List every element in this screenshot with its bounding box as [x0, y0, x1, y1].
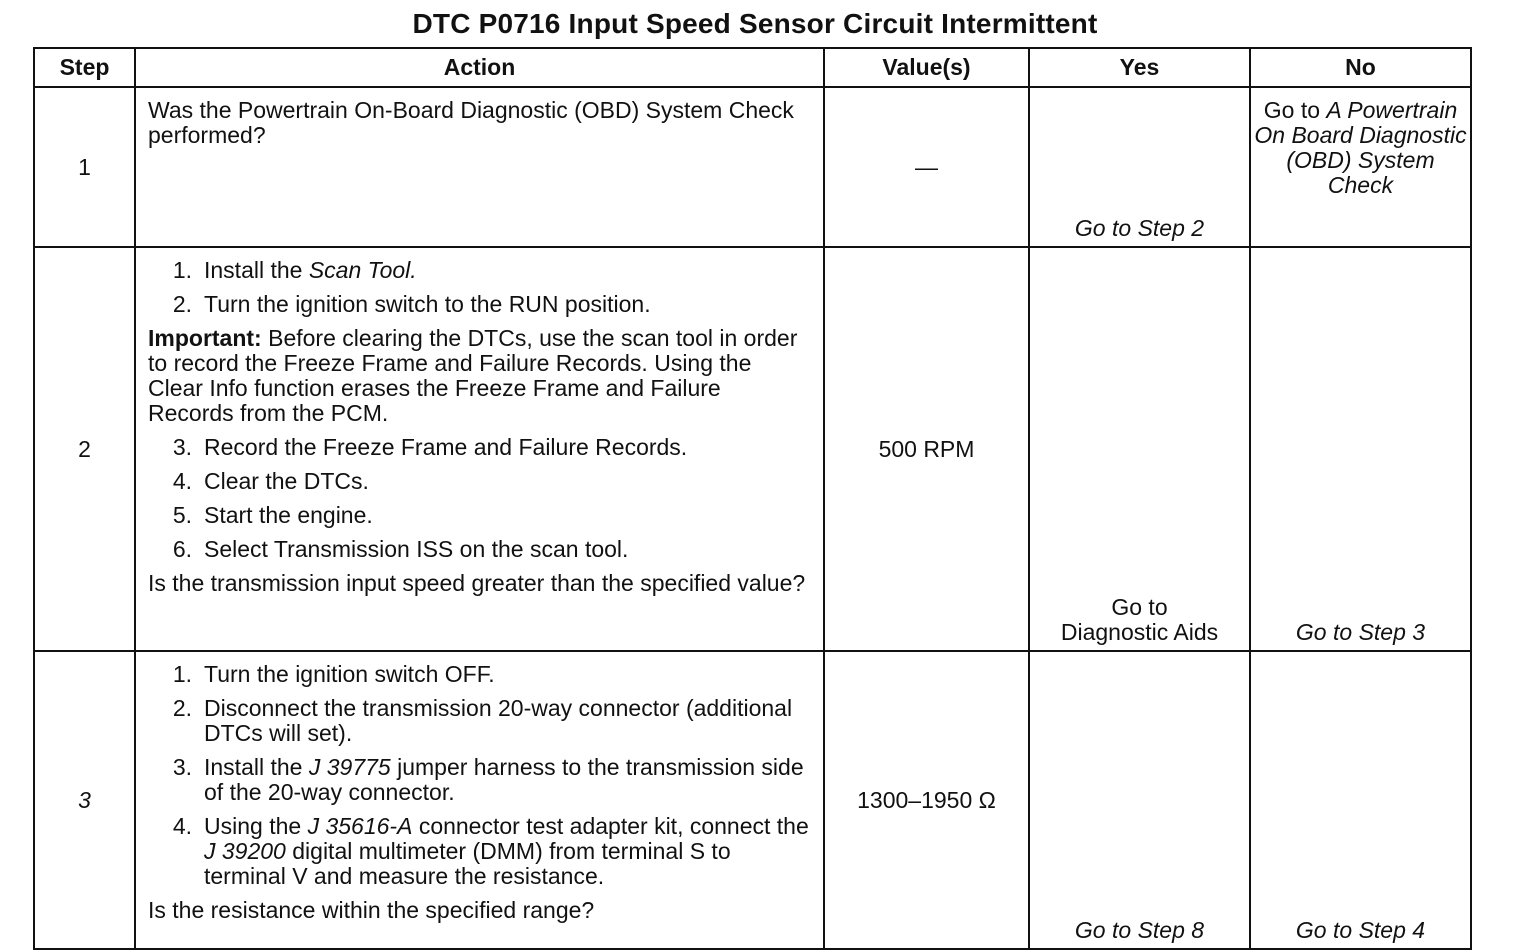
question-text: Is the resistance within the specified range?	[148, 897, 595, 923]
no-prefix: Go to	[1263, 97, 1321, 123]
list-item: 3. Record the Freeze Frame and Failure Records.	[172, 434, 688, 460]
yes-cell	[1029, 651, 1250, 949]
header-no: No	[1250, 48, 1471, 87]
important-note	[148, 326, 809, 426]
page-title: DTC P0716 Input Speed Sensor Circuit Intermittent	[412, 8, 1098, 39]
action-steps-list	[148, 662, 809, 889]
action-cell	[135, 651, 824, 949]
header-step: Step	[34, 48, 135, 87]
table-row	[34, 87, 1471, 247]
diagnostic-table	[33, 47, 1472, 950]
step-number: 1	[34, 87, 135, 247]
header-yes: Yes	[1029, 48, 1250, 87]
step-number: 3	[34, 651, 135, 949]
action-cell	[135, 87, 824, 247]
tool-name: J 35616-A	[307, 813, 413, 839]
table-row	[34, 247, 1471, 651]
value-cell: 1300–1950 Ω	[824, 651, 1029, 949]
value-cell: 500 RPM	[824, 247, 1029, 651]
header-action: Action	[135, 48, 824, 87]
action-cell	[135, 247, 824, 651]
yes-link[interactable]: Diagnostic Aids	[1060, 619, 1219, 645]
list-item: 6. Select Transmission ISS on the scan tool.	[172, 536, 629, 562]
value-cell: —	[824, 87, 1029, 247]
no-cell	[1250, 247, 1471, 651]
yes-cell	[1029, 247, 1250, 651]
yes-link[interactable]: Go to Step 8	[1074, 917, 1205, 943]
list-item: 4. Using the J 35616-A connector test adapter kit, connect the J 39200 digital multimeter (DMM) from terminal S to terminal V and measure the resistance.	[172, 813, 809, 889]
list-item: 4. Clear the DTCs.	[172, 468, 369, 494]
table-header-row	[34, 48, 1471, 87]
no-link[interactable]: Go to Step 3	[1295, 619, 1426, 645]
yes-link[interactable]: Go to Step 2	[1074, 215, 1205, 241]
yes-cell	[1029, 87, 1250, 247]
action-steps-list	[148, 435, 809, 562]
question-text: Was the Powertrain On-Board Diagnostic (OBD) System Check performed?	[148, 97, 794, 148]
step-number: 2	[34, 247, 135, 651]
yes-prefix: Go to	[1111, 594, 1168, 620]
table-row	[34, 651, 1471, 949]
list-item: 2. Disconnect the transmission 20-way connector (additional DTCs will set).	[172, 695, 793, 746]
tool-name: Scan Tool.	[308, 257, 417, 283]
action-steps-list	[148, 258, 809, 317]
tool-name: J 39200	[204, 838, 286, 864]
header-values: Value(s)	[824, 48, 1029, 87]
tool-name: J 39775	[308, 754, 391, 780]
no-cell	[1250, 87, 1471, 247]
list-item: 2. Turn the ignition switch to the RUN position.	[172, 291, 651, 317]
question-text: Is the transmission input speed greater than the specified value?	[148, 570, 806, 596]
no-link[interactable]: A Powertrain On Board Diagnostic (OBD) System Check	[1254, 97, 1467, 198]
list-item: 5. Start the engine.	[172, 502, 373, 528]
important-text: Before clearing the DTCs, use the scan tool in order to record the Freeze Frame and Failure Records. Using the Clear Info function erases the Freeze Frame and Failure Records from the PCM.	[148, 325, 798, 426]
list-item: 3. Install the J 39775 jumper harness to the transmission side of the 20-way connector.	[172, 754, 804, 805]
important-label: Important:	[148, 325, 262, 351]
no-cell	[1250, 651, 1471, 949]
no-link[interactable]: Go to Step 4	[1295, 917, 1426, 943]
list-item: 1. Install the Scan Tool.	[172, 257, 417, 283]
list-item: 1. Turn the ignition switch OFF.	[172, 661, 495, 687]
